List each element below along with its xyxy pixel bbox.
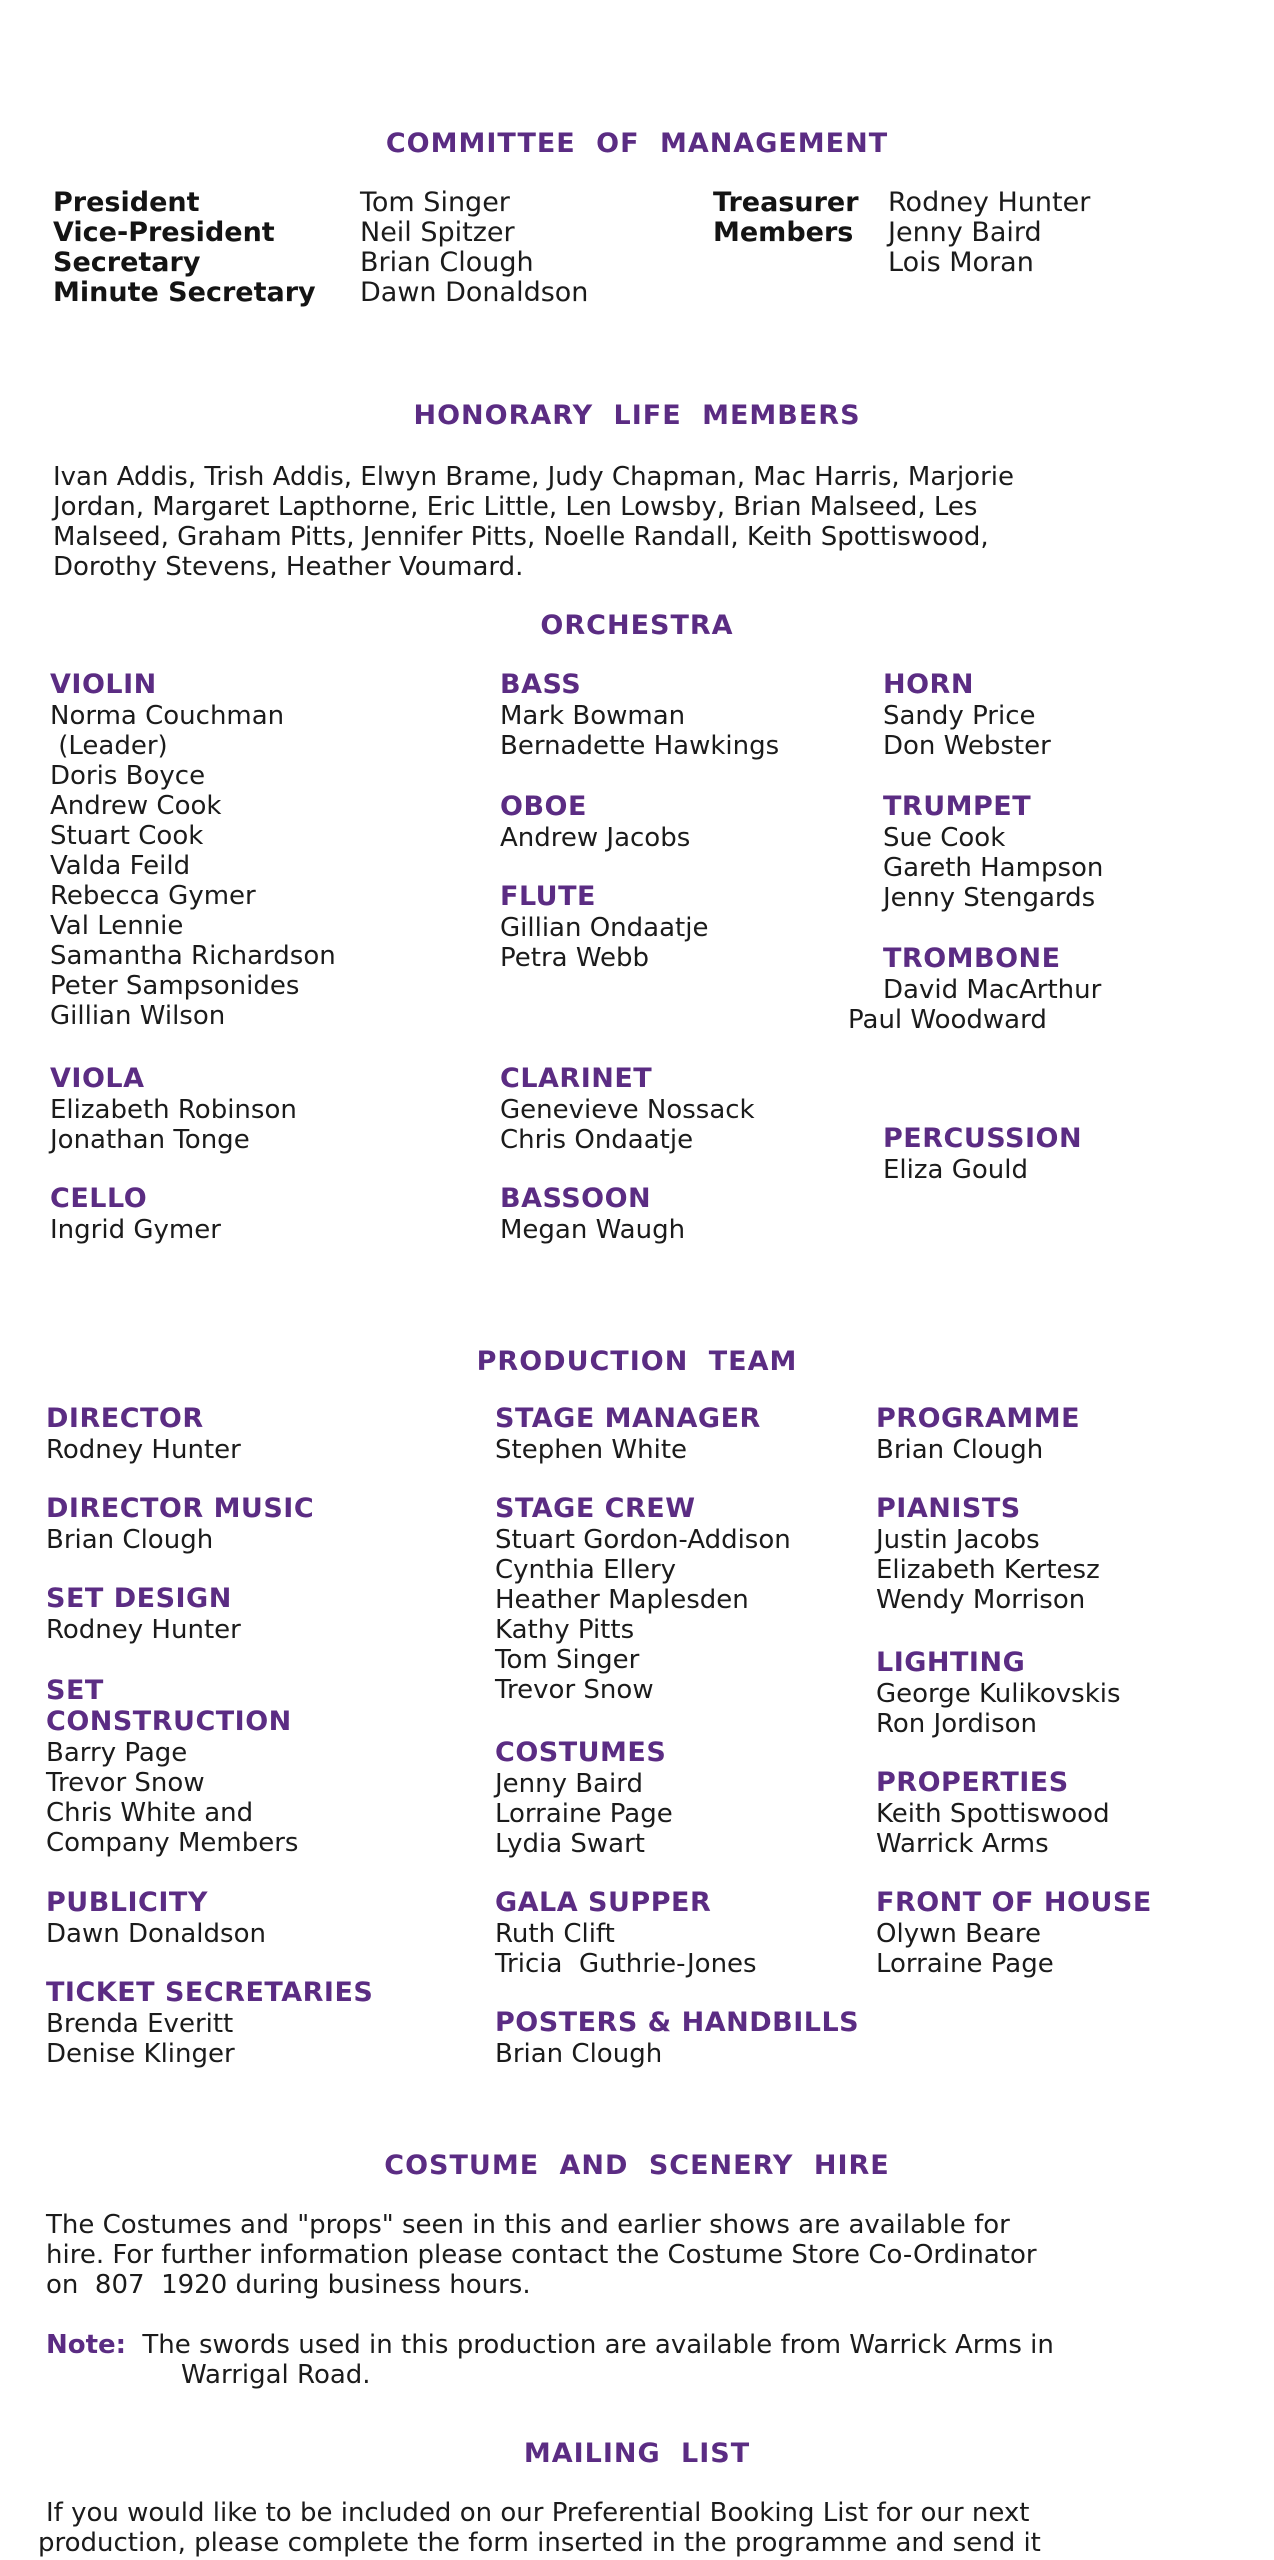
committee-names — [360, 188, 588, 308]
member-name: Genevieve Nossack — [500, 1095, 755, 1125]
pianists-section — [876, 1494, 1100, 1615]
hire-note — [46, 2330, 1054, 2390]
lighting-section — [876, 1648, 1121, 1739]
section-title: SET DESIGN — [46, 1583, 232, 1614]
oboe-section — [500, 792, 690, 853]
set-construction-section — [46, 1676, 298, 1858]
member-name: Megan Waugh — [500, 1215, 686, 1245]
member-name: Barry Page — [46, 1738, 188, 1768]
front-of-house-section — [876, 1888, 1152, 1979]
member-name: Justin Jacobs — [876, 1525, 1040, 1555]
director-section — [46, 1404, 241, 1465]
section-title: TRUMPET — [883, 791, 1032, 822]
section-title: CONSTRUCTION — [46, 1706, 292, 1737]
section-title: DIRECTOR — [46, 1403, 204, 1434]
section-title: CELLO — [50, 1183, 148, 1214]
member-name: Val Lennie — [50, 911, 184, 941]
section-title: COSTUMES — [495, 1737, 667, 1768]
member-name: Valda Feild — [50, 851, 191, 881]
committee-heading: COMMITTEE OF MANAGEMENT — [385, 128, 889, 159]
honorary-list — [53, 462, 1014, 582]
hire-heading: COSTUME AND SCENERY HIRE — [384, 2150, 890, 2181]
member-name: Jenny Stengards — [883, 883, 1096, 913]
section-title: VIOLIN — [50, 669, 157, 700]
role-name: Brian Clough — [360, 247, 534, 278]
hire-line: hire. For further information please contact the Costume Store Co-Ordinator — [46, 2240, 1037, 2270]
section-title: VIOLA — [50, 1063, 145, 1094]
mailing-text — [38, 2498, 1041, 2558]
member-name: Eliza Gould — [883, 1155, 1028, 1185]
director-music-section — [46, 1494, 314, 1555]
treasurer-name: Rodney Hunter — [888, 187, 1091, 218]
member-name: Ingrid Gymer — [50, 1215, 221, 1245]
flute-section — [500, 882, 708, 973]
section-title: STAGE MANAGER — [495, 1403, 761, 1434]
member-name: Rodney Hunter — [46, 1615, 241, 1645]
section-title: FLUTE — [500, 881, 596, 912]
section-title: LIGHTING — [876, 1647, 1026, 1678]
member-name: Lorraine Page — [876, 1949, 1054, 1979]
member-name: Andrew Jacobs — [500, 823, 691, 853]
member-name: Heather Maplesden — [495, 1585, 749, 1615]
honorary-line: Ivan Addis, Trish Addis, Elwyn Brame, Judy Chapman, Mac Harris, Marjorie — [53, 462, 1014, 492]
role-label: Minute Secretary — [53, 277, 316, 308]
member-name: Peter Sampsonides — [50, 971, 300, 1001]
section-title: OBOE — [500, 791, 587, 822]
member-name: Mark Bowman — [500, 701, 686, 731]
member-name: Kathy Pitts — [495, 1615, 635, 1645]
role-label: Secretary — [53, 247, 201, 278]
member-name: Stuart Gordon-Addison — [495, 1525, 791, 1555]
honorary-heading: HONORARY LIFE MEMBERS — [413, 400, 861, 431]
member-name: Chris White and — [46, 1798, 254, 1828]
member-name: Dawn Donaldson — [46, 1919, 266, 1949]
member-name: Norma Couchman — [50, 701, 285, 731]
member-name: Elizabeth Robinson — [50, 1095, 297, 1125]
section-title: POSTERS & HANDBILLS — [495, 2007, 860, 2038]
member-name: Brian Clough — [495, 2039, 663, 2069]
member-name: Stuart Cook — [50, 821, 204, 851]
programme-section — [876, 1404, 1080, 1465]
member-name: David MacArthur — [883, 975, 1102, 1005]
member-name: Rebecca Gymer — [50, 881, 256, 911]
bassoon-section — [500, 1184, 685, 1245]
name-list — [50, 701, 336, 1031]
mailing-line: production, please complete the form inserted in the programme and send it — [38, 2528, 1041, 2558]
section-title: BASSOON — [500, 1183, 652, 1214]
member-name: Sandy Price — [883, 701, 1036, 731]
mailing-line: If you would like to be included on our Preferential Booking List for our next — [46, 2498, 1030, 2528]
costumes-section — [495, 1738, 673, 1859]
member-name: Sue Cook — [883, 823, 1006, 853]
treasurer-label: Treasurer — [713, 187, 859, 218]
member-name: Samantha Richardson — [50, 941, 336, 971]
section-title: BASS — [500, 669, 582, 700]
percussion-section — [883, 1124, 1082, 1185]
role-name: Dawn Donaldson — [360, 277, 589, 308]
section-title: STAGE CREW — [495, 1493, 696, 1524]
note-line: Warrigal Road. — [181, 2360, 371, 2390]
properties-section — [876, 1768, 1110, 1859]
member-name: Warrick Arms — [876, 1829, 1049, 1859]
member-name: Keith Spottiswood — [876, 1799, 1110, 1829]
member-name: Tricia Guthrie-Jones — [495, 1949, 757, 1979]
ticket-secretaries-section — [46, 1978, 373, 2069]
role-label: President — [53, 187, 200, 218]
publicity-section — [46, 1888, 266, 1949]
member-name: Lois Moran — [888, 247, 1034, 278]
member-name: Olywn Beare — [876, 1919, 1041, 1949]
stage-manager-section — [495, 1404, 761, 1465]
member-name: Company Members — [46, 1828, 299, 1858]
member-name: Lorraine Page — [495, 1799, 673, 1829]
member-name: Chris Ondaatje — [500, 1125, 694, 1155]
mailing-heading: MAILING LIST — [523, 2438, 751, 2469]
member-name: Rodney Hunter — [46, 1435, 241, 1465]
hire-line: on 807 1920 during business hours. — [46, 2270, 531, 2300]
member-name: Trevor Snow — [46, 1768, 205, 1798]
violin-section — [50, 670, 336, 1031]
viola-section — [50, 1064, 297, 1155]
role-name: Tom Singer — [360, 187, 510, 218]
member-name: Jenny Baird — [888, 217, 1042, 248]
member-name: George Kulikovskis — [876, 1679, 1121, 1709]
member-name: Wendy Morrison — [876, 1585, 1086, 1615]
production-heading: PRODUCTION TEAM — [476, 1346, 798, 1377]
clarinet-section — [500, 1064, 755, 1155]
section-title: GALA SUPPER — [495, 1887, 712, 1918]
member-name: Stephen White — [495, 1435, 688, 1465]
bass-section — [500, 670, 779, 761]
member-name: Gillian Ondaatje — [500, 913, 709, 943]
section-title: TICKET SECRETARIES — [46, 1977, 374, 2008]
member-name: Brian Clough — [876, 1435, 1044, 1465]
role-name: Neil Spitzer — [360, 217, 515, 248]
member-name: (Leader) — [50, 731, 168, 761]
member-name: Don Webster — [883, 731, 1051, 761]
note-line: The swords used in this production are available from Warrick Arms in — [142, 2330, 1054, 2360]
members-label: Members — [713, 217, 854, 248]
gala-supper-section — [495, 1888, 757, 1979]
cello-section — [50, 1184, 221, 1245]
trombone-section — [848, 943, 1102, 1035]
section-title: SET — [46, 1675, 104, 1706]
member-name: Andrew Cook — [50, 791, 222, 821]
note-label: Note: — [46, 2330, 127, 2360]
section-title: TROMBONE — [883, 943, 1061, 974]
horn-section — [883, 670, 1051, 761]
member-name: Trevor Snow — [495, 1675, 654, 1705]
member-name: Lydia Swart — [495, 1829, 645, 1859]
member-name: Paul Woodward — [848, 1005, 1047, 1035]
member-name: Petra Webb — [500, 943, 650, 973]
hire-line: The Costumes and "props" seen in this and earlier shows are available for — [46, 2210, 1010, 2240]
role-label: Vice-President — [53, 217, 275, 248]
section-title: HORN — [883, 669, 974, 700]
member-name: Elizabeth Kertesz — [876, 1555, 1100, 1585]
member-name: Bernadette Hawkings — [500, 731, 780, 761]
honorary-line: Jordan, Margaret Lapthorne, Eric Little, Len Lowsby, Brian Malseed, Les — [53, 492, 978, 522]
section-title: PROGRAMME — [876, 1403, 1081, 1434]
orchestra-heading: ORCHESTRA — [540, 610, 734, 641]
member-name: Tom Singer — [495, 1645, 640, 1675]
honorary-line: Malseed, Graham Pitts, Jennifer Pitts, Noelle Randall, Keith Spottiswood, — [53, 522, 989, 552]
section-title: PERCUSSION — [883, 1123, 1083, 1154]
section-title: PUBLICITY — [46, 1887, 208, 1918]
committee-roles — [53, 188, 316, 308]
member-name: Brian Clough — [46, 1525, 214, 1555]
member-name: Gillian Wilson — [50, 1001, 226, 1031]
member-name: Ron Jordison — [876, 1709, 1038, 1739]
member-name: Gareth Hampson — [883, 853, 1104, 883]
member-name: Ruth Clift — [495, 1919, 615, 1949]
section-title: CLARINET — [500, 1063, 653, 1094]
member-name: Jenny Baird — [495, 1769, 644, 1799]
section-title: PIANISTS — [876, 1493, 1021, 1524]
section-title: PROPERTIES — [876, 1767, 1069, 1798]
honorary-line: Dorothy Stevens, Heather Voumard. — [53, 552, 524, 582]
members-names — [888, 218, 1042, 278]
section-title: DIRECTOR MUSIC — [46, 1493, 315, 1524]
member-name: Doris Boyce — [50, 761, 206, 791]
set-design-section — [46, 1584, 241, 1645]
member-name: Cynthia Ellery — [495, 1555, 677, 1585]
member-name: Jonathan Tonge — [50, 1125, 250, 1155]
stage-crew-section — [495, 1494, 791, 1705]
hire-text — [46, 2210, 1037, 2300]
member-name: Brenda Everitt — [46, 2009, 234, 2039]
member-name: Denise Klinger — [46, 2039, 235, 2069]
posters-section — [495, 2008, 859, 2069]
trumpet-section — [883, 792, 1103, 913]
section-title: FRONT OF HOUSE — [876, 1887, 1152, 1918]
